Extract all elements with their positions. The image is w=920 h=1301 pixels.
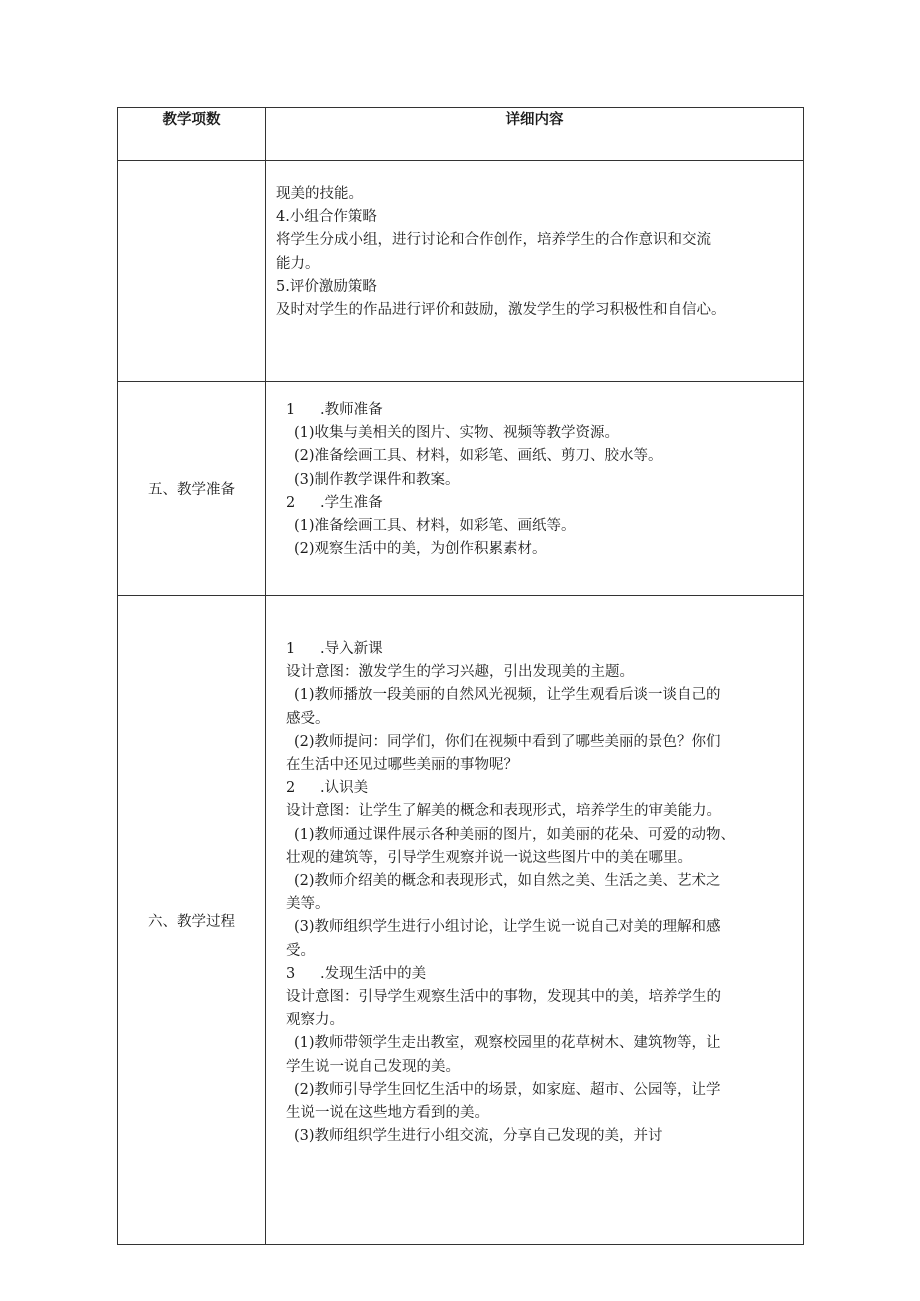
content-line: (2)准备绘画工具、材料，如彩笔、画纸、剪刀、胶水等。 <box>294 448 663 465</box>
content-line: (3)教师组织学生进行小组交流，分享自己发现的美，并讨 <box>294 1128 663 1145</box>
row-label-teaching-preparation: 五、教学准备 <box>118 382 266 596</box>
content-line: (2)观察生活中的美，为创作积累素材。 <box>294 541 547 558</box>
section-number: 2 <box>286 494 296 511</box>
row-label <box>118 161 266 382</box>
section-title: .教师准备 <box>320 402 383 418</box>
content-line: 5.评价激励策略 <box>276 278 377 295</box>
table-header-row <box>118 108 804 161</box>
table-row <box>118 596 804 1245</box>
content-line: 将学生分成小组，进行讨论和合作创作，培养学生的合作意识和交流 <box>276 232 711 249</box>
content-line: (2)教师引导学生回忆生活中的场景，如家庭、超市、公园等，让学 <box>294 1081 721 1098</box>
header-teaching-item: 教学项数 <box>118 108 266 161</box>
content-line: (2)教师介绍美的概念和表现形式，如自然之美、生活之美、艺术之 <box>294 873 721 890</box>
content-line: 现美的技能。 <box>276 186 363 202</box>
content-line: (1)教师播放一段美丽的自然风光视频，让学生观看后谈一谈自己的 <box>294 687 721 704</box>
content-line: 学生说一说自己发现的美。 <box>286 1058 460 1075</box>
content-line: (1)教师带领学生走出教室，观察校园里的花草树木、建筑物等，让 <box>294 1035 721 1052</box>
content-line: (3)教师组织学生进行小组讨论，让学生说一说自己对美的理解和感 <box>294 919 721 936</box>
header-detail-content: 详细内容 <box>266 108 804 161</box>
content-line: 生说一说在这些地方看到的美。 <box>286 1105 489 1122</box>
section-title: .认识美 <box>320 780 369 797</box>
content-line: 4.小组合作策略 <box>276 209 377 226</box>
row-content <box>266 161 804 382</box>
section-title: .导入新课 <box>320 641 383 657</box>
row-label-teaching-process: 六、教学过程 <box>118 596 266 1245</box>
content-line: 美等。 <box>286 896 330 913</box>
content-line: (1)教师通过课件展示各种美丽的图片，如美丽的花朵、可爱的动物、 <box>294 826 736 843</box>
section-title: .学生准备 <box>320 494 383 511</box>
lesson-plan-table <box>117 107 804 1245</box>
section-heading <box>286 777 801 800</box>
section-heading <box>286 638 801 661</box>
row-content <box>266 596 804 1245</box>
section-number: 2 <box>286 780 296 797</box>
table-row <box>118 382 804 596</box>
section-heading <box>286 399 801 422</box>
section-heading <box>286 492 801 515</box>
table-row <box>118 161 804 382</box>
content-line: (1)收集与美相关的图片、实物、视频等教学资源。 <box>294 425 620 442</box>
content-line: 设计意图：让学生了解美的概念和表现形式，培养学生的审美能力。 <box>286 803 721 820</box>
content-line: 设计意图：激发学生的学习兴趣，引出发现美的主题。 <box>286 664 634 681</box>
content-line: 观察力。 <box>286 1012 344 1029</box>
content-line: 能力。 <box>276 255 320 272</box>
section-number: 3 <box>286 965 296 982</box>
content-line: (2)教师提问：同学们，你们在视频中看到了哪些美丽的景色？你们 <box>294 733 721 750</box>
content-line: (3)制作教学课件和教案。 <box>294 471 460 488</box>
content-line: 及时对学生的作品进行评价和鼓励，激发学生的学习积极性和自信心。 <box>276 302 726 319</box>
content-line: 设计意图：引导学生观察生活中的事物，发现其中的美，培养学生的 <box>286 989 721 1006</box>
section-number: 1 <box>286 402 296 418</box>
content-line: 感受。 <box>286 710 330 727</box>
content-line: (1)准备绘画工具、材料，如彩笔、画纸等。 <box>294 518 576 535</box>
section-title: .发现生活中的美 <box>320 965 427 982</box>
section-number: 1 <box>286 641 296 657</box>
content-line: 壮观的建筑等，引导学生观察并说一说这些图片中的美在哪里。 <box>286 849 692 866</box>
content-line: 在生活中还见过哪些美丽的事物呢？ <box>286 757 518 774</box>
section-heading <box>286 963 801 986</box>
content-line: 受。 <box>286 942 315 959</box>
row-content <box>266 382 804 596</box>
